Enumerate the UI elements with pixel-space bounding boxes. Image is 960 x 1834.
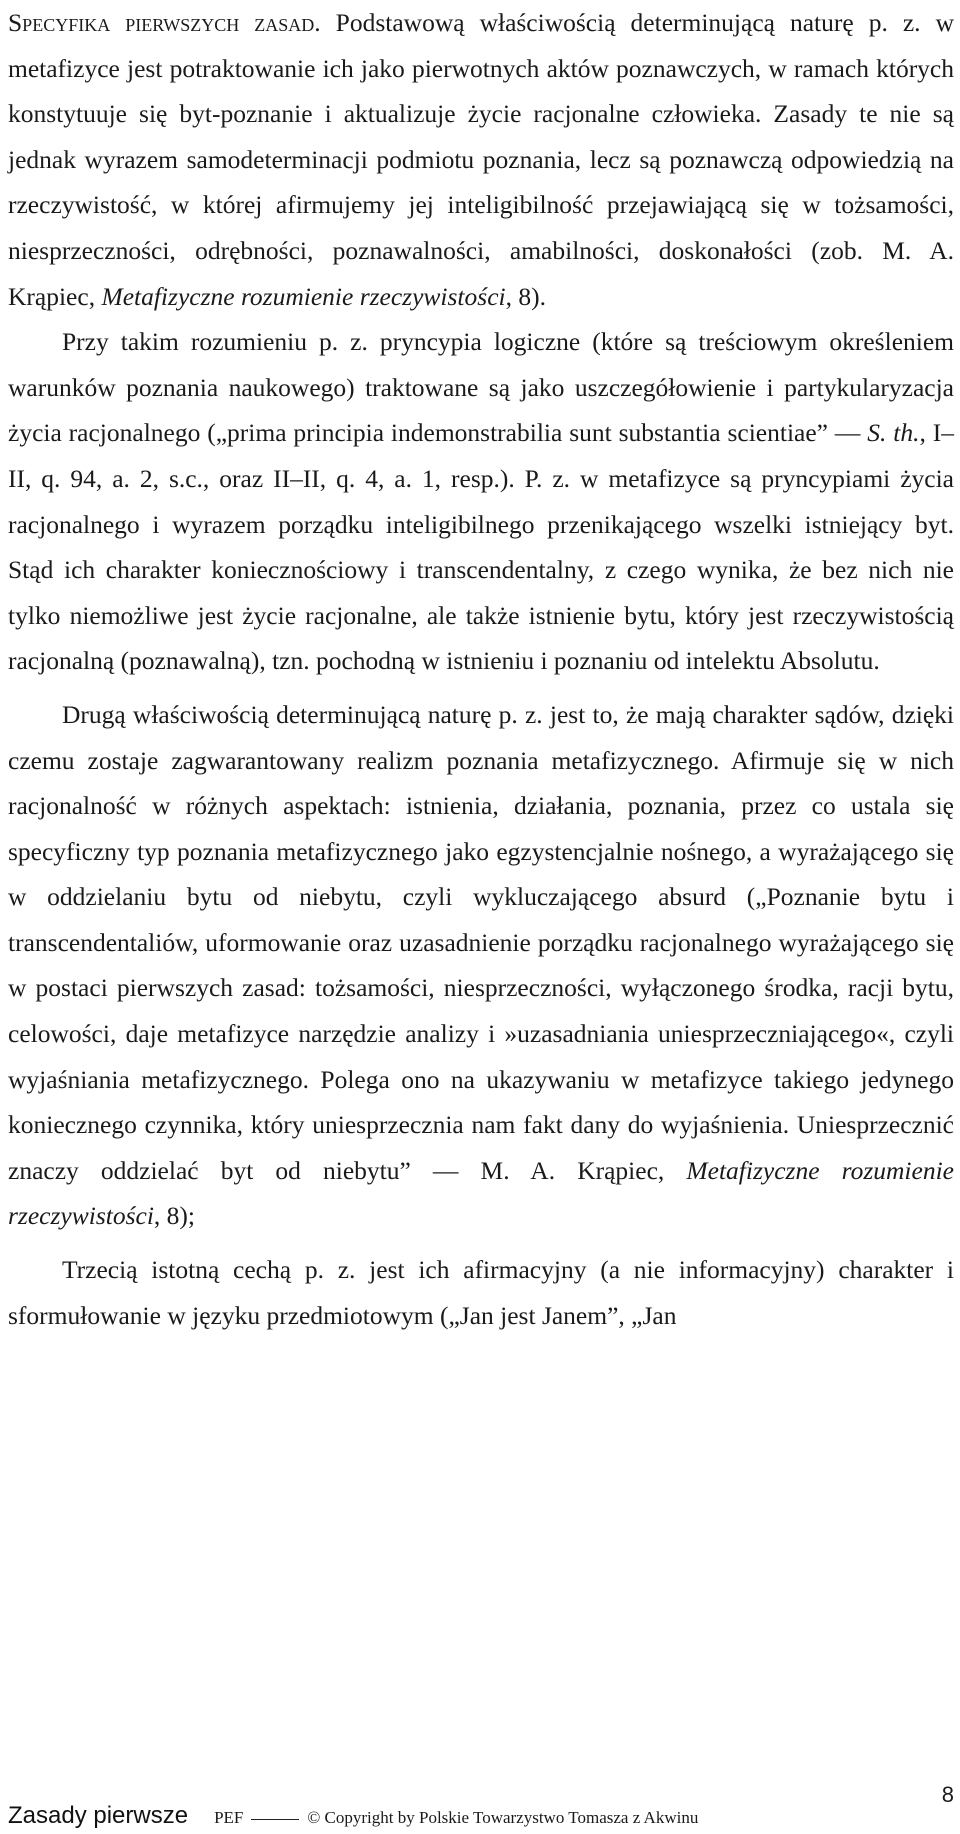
section-label: Specyfika pierwszych zasad. [8, 8, 321, 37]
document-body [8, 0, 954, 1338]
footer-pef: PEF [214, 1808, 244, 1827]
footer-title: Zasady pierwsze [8, 1802, 189, 1829]
footer-copyright: © Copyright by Polskie Towarzystwo Tomasza z Akwinu [307, 1808, 699, 1827]
paragraph-text: Podstawową właściwością determinującą naturę p. z. w metafizyce jest potraktowanie ich jako pierwotnych aktów poznawczych, w ramach których konstytuuje się byt-poznanie i aktualizuje życie racjonalne człowieka. Zasady te nie są jednak wyrazem samodeterminacji podmiotu poznania, lecz są poznawczą odpowiedzią na rzeczywistość, w której afirmujemy jej inteligibilność przejawiającą się w tożsamości, niesprzeczności, odrębności, poznawalności, amabilności, doskonałości (zob. M. A. Krąpiec, [8, 8, 954, 311]
paragraph-text: , I–II, q. 94, a. 2, s.c., oraz II–II, q. 4, a. 1, resp.). P. z. w metafizyce są pryncypiami życia racjonalnego i wyrazem porządku inteligibilnego przenikającego wszelki istniejący byt. Stąd ich charakter koniecznościowy i transcendentalny, z czego wynika, że bez nich nie tylko niemożliwe jest życie racjonalne, ale także istnienie bytu, który jest rzeczywistością racjonalną (poznawalną), tzn. pochodną w istnieniu i poznaniu od intelektu Absolutu. [8, 418, 955, 676]
citation-tail: , 8). [505, 281, 546, 311]
paragraph-druga-wlasciwosc [8, 692, 954, 1239]
citation-tail: , 8); [153, 1201, 195, 1231]
paragraph-specyfika [8, 0, 954, 319]
book-title: Metafizyczne rozumienie rzeczywistości [101, 281, 506, 311]
footer-divider [251, 1819, 299, 1820]
work-abbrev: S. th. [867, 418, 920, 448]
book-title: Metafizyczne rozumienie rzeczywistości [8, 1155, 954, 1231]
paragraph-text: Trzecią istotną cechą p. z. jest ich afirmacyjny (a nie informacyjny) charakter i sformułowanie w języku przedmiotowym („Jan jest Janem”, „Jan [8, 1255, 954, 1330]
paragraph-trzecia-cecha [8, 1247, 954, 1338]
paragraph-text: Drugą właściwością determinującą naturę p. z. jest to, że mają charakter sądów, dzięki czemu zostaje zagwarantowany realizm poznania metafizycznego. Afirmuje się w nich racjonalność w różnych aspektach: istnienia, działania, poznania, przez co ustala się specyficzny typ poznania metafizycznego jako egzystencjalnie nośnego, a wyrażającego się w oddzielaniu bytu od niebytu, czyli wykluczającego absurd („Poznanie bytu i transcendentaliów, uformowanie oraz uzasadnienie porządku racjonalnego wyrażającego się w postaci pierwszych zasad: tożsamości, niesprzeczności, wyłączonego środka, racji bytu, celowości, daje metafizyce narzędzie analizy i »uzasadniania uniesprzeczniającego«, czyli wyjaśniania metafizycznego. Polega ono na ukazywaniu w metafizyce takiego jedynego koniecznego czynnika, który uniesprzecznia nam fakt dany do wyjaśnienia. Uniesprzecznić znaczy oddzielać byt od niebytu” — M. A. Krąpiec, [8, 699, 954, 1185]
page-footer [8, 1782, 954, 1830]
paragraph-rozumienie [8, 319, 954, 684]
page-number: 8 [941, 1782, 954, 1807]
paragraph-text: Przy takim rozumieniu p. z. pryncypia logiczne (które są treściowym określeniem warunków poznania naukowego) traktowane są jako uszczegółowienie i partykularyzacja życia racjonalnego („prima principia indemonstrabilia sunt substantia scientiae” — [8, 327, 954, 448]
